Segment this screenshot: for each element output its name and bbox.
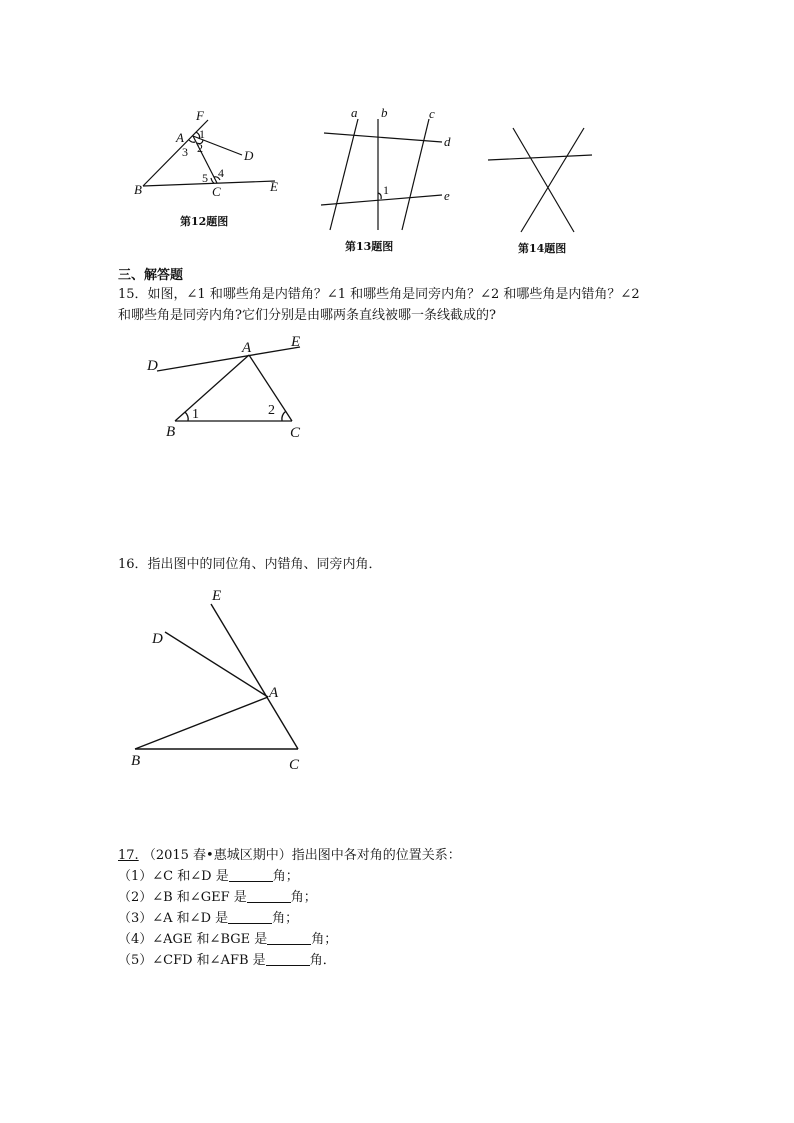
q16-text: 16．指出图中的同位角、内错角、同旁内角． xyxy=(118,557,382,572)
fig13-label-b: b xyxy=(381,105,388,120)
fig12-caption: 第12题图 xyxy=(180,215,229,228)
q17-block xyxy=(118,845,461,971)
q17-number: 17. xyxy=(118,848,139,863)
fig15-label-B: B xyxy=(166,424,176,440)
fig12-label-F: F xyxy=(196,108,204,123)
q17-item-3-before: （3）∠A 和∠D 是 xyxy=(118,911,229,926)
q17-header xyxy=(118,845,461,866)
fig15-angle-1: 1 xyxy=(192,407,199,422)
fig12-label-A: A xyxy=(176,130,184,145)
fig12-label-B: B xyxy=(134,182,142,197)
q17-item-3-blank[interactable] xyxy=(228,909,272,924)
fig13-angle-1: 1 xyxy=(383,183,389,197)
fig12-angle-3: 3 xyxy=(182,145,188,159)
fig16-label-D: D xyxy=(152,631,163,647)
q17-item-3 xyxy=(118,908,461,929)
q17-item-5-blank[interactable] xyxy=(266,951,310,966)
fig16-line-da xyxy=(165,632,268,697)
fig12-angle-2: 2 xyxy=(197,141,203,155)
fig15-label-A: A xyxy=(242,340,252,356)
q17-item-4-before: （4）∠AGE 和∠BGE 是 xyxy=(118,932,268,947)
q17-item-2-after: 角； xyxy=(290,890,317,905)
fig12-label-E: E xyxy=(270,179,278,194)
q17-item-2 xyxy=(118,887,461,908)
fig16-line-ec xyxy=(211,604,298,749)
fig16-line-ba xyxy=(135,697,268,749)
q17-intro: （2015 春•惠城区期中）指出图中各对角的位置关系： xyxy=(142,848,461,863)
section-title: 三、解答题 xyxy=(118,268,184,283)
fig15-angle-2: 2 xyxy=(268,403,275,418)
q17-item-3-after: 角； xyxy=(272,911,299,926)
fig13-label-d: d xyxy=(444,134,451,149)
fig12-angle-4: 4 xyxy=(218,166,224,180)
fig16-label-A: A xyxy=(269,685,279,701)
fig15-label-C: C xyxy=(290,425,301,441)
q17-item-5-before: （5）∠CFD 和∠AFB 是 xyxy=(118,953,266,968)
fig14-caption: 第14题图 xyxy=(518,242,567,255)
q17-item-1-blank[interactable] xyxy=(229,867,273,882)
q17-item-2-blank[interactable] xyxy=(247,888,291,903)
fig13-caption: 第13题图 xyxy=(345,240,394,253)
fig13-label-e: e xyxy=(444,188,450,203)
fig12-label-D: D xyxy=(244,148,254,163)
fig12-angle-1: 1 xyxy=(199,127,205,141)
q15-line-2: 和哪些角是同旁内角?它们分别是由哪两条直线被哪一条线截成的? xyxy=(118,308,496,323)
fig12-label-C: C xyxy=(212,184,221,199)
fig12-angle-5: 5 xyxy=(202,171,208,185)
q17-item-4-blank[interactable] xyxy=(267,930,311,945)
fig16-label-B: B xyxy=(131,753,141,769)
q15-line-1: 15．如图，∠1 和哪些角是内错角？∠1 和哪些角是同旁内角？∠2 和哪些角是内错角？∠2 xyxy=(118,287,640,302)
q17-item-1-before: （1）∠C 和∠D 是 xyxy=(118,869,229,884)
fig13-label-c: c xyxy=(429,106,435,121)
fig16-label-E: E xyxy=(212,588,222,604)
fig15-label-D: D xyxy=(147,358,158,374)
q17-item-1-after: 角； xyxy=(272,869,299,884)
q17-item-2-before: （2）∠B 和∠GEF 是 xyxy=(118,890,247,905)
fig16-label-C: C xyxy=(289,757,300,773)
fig15-label-E: E xyxy=(291,334,301,350)
q17-item-5-after: 角． xyxy=(309,953,336,968)
q17-item-5 xyxy=(118,950,461,971)
q17-item-1 xyxy=(118,866,461,887)
q17-item-4-after: 角； xyxy=(311,932,338,947)
fig13-label-a: a xyxy=(351,105,358,120)
q17-item-4 xyxy=(118,929,461,950)
